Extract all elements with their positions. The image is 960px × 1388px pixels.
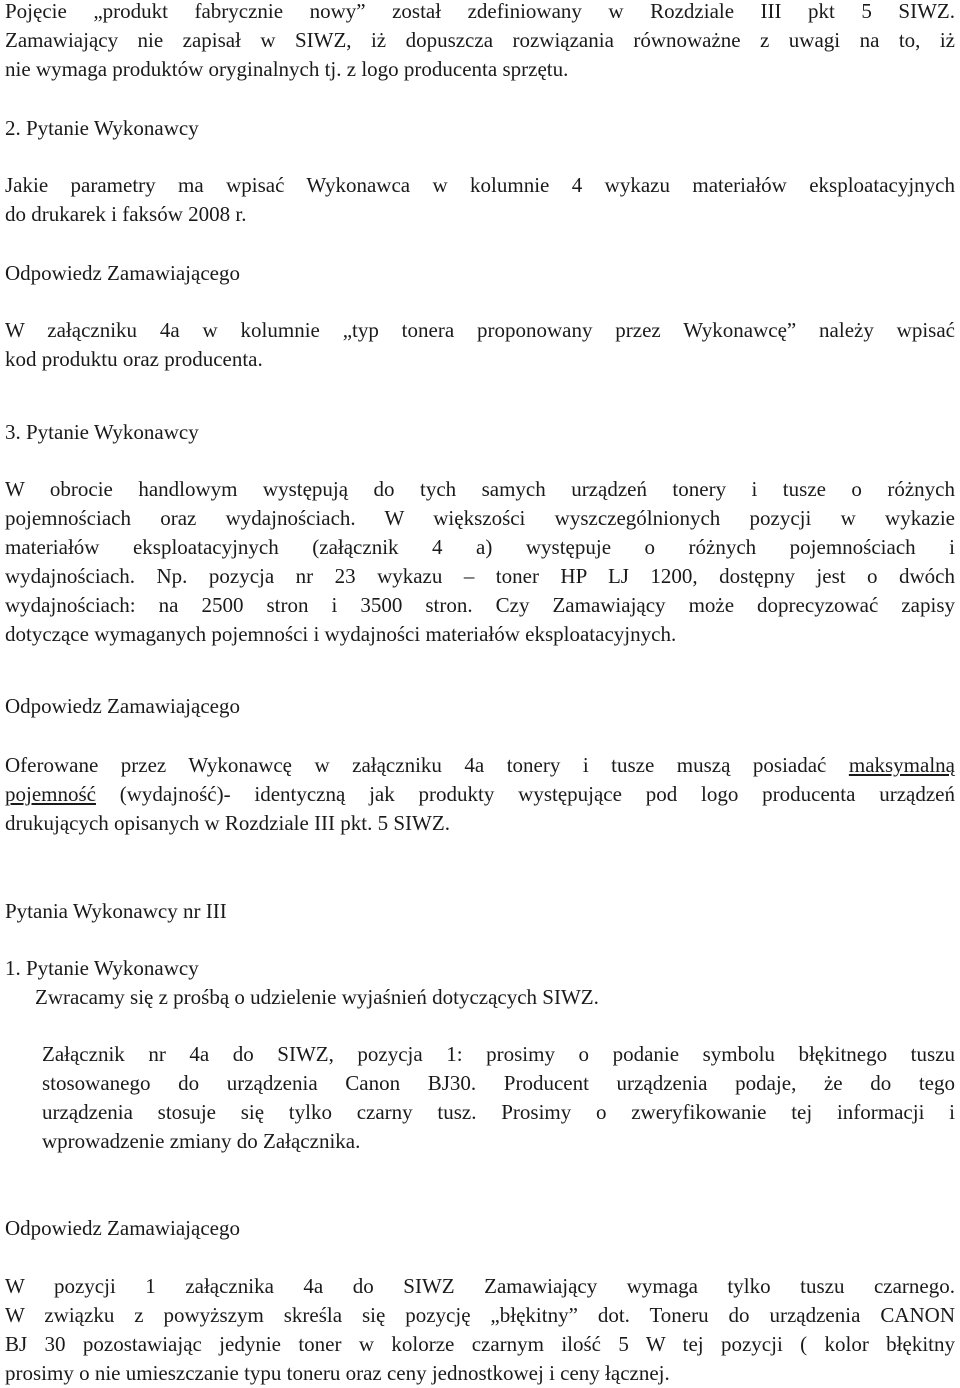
q2-answer-line: kod produktu oraz producenta. [5, 347, 263, 371]
q2-line: do drukarek i faksów 2008 r. [5, 202, 247, 226]
q3-line: wydajnościach. Np. pozycja nr 23 wykazu – toner HP LJ 1200, dostępny jest o dwóch [5, 564, 955, 588]
q3-line: pojemnościach oraz wydajnościach. W większości wyszczególnionych pozycji w wykazie [5, 506, 955, 530]
intro-paragraph [5, 0, 955, 84]
q3-line: wydajnościach: na 2500 stron i 3500 stron. Czy Zamawiający może doprecyzować zapisy [5, 593, 955, 617]
s3q1-line: wprowadzenie zmiany do Załącznika. [42, 1129, 361, 1153]
s3q1-title: 1. Pytanie Wykonawcy [5, 956, 199, 980]
s3q1-question [42, 1040, 955, 1156]
s3q1-answer-line: prosimy o nie umieszczanie typu toneru oraz ceny jednostkowej i ceny łącznej. [5, 1361, 670, 1385]
q2-line: Jakie parametry ma wpisać Wykonawca w kolumnie 4 wykazu materiałów eksploatacyjnych [5, 173, 955, 197]
q3-answer-title: Odpowiedz Zamawiającego [5, 694, 240, 718]
section3-title: Pytania Wykonawcy nr III [5, 899, 227, 923]
s3q1-answer [5, 1272, 955, 1388]
q2-answer [5, 316, 955, 374]
q3-line: materiałów eksploatacyjnych (załącznik 4 a) występuje o różnych pojemnościach i [5, 535, 955, 559]
s3q1-answer-line: W związku z powyższym skreśla się pozycję „błękitny” dot. Toneru do urządzenia CANON [5, 1303, 955, 1327]
underlined-term: maksymalną [848, 753, 955, 777]
underlined-term: pojemność [5, 782, 96, 806]
q3-answer-line: pojemność (wydajność)- identyczną jak produkty występujące pod logo producenta urządzeń [5, 782, 955, 806]
s3q1-intro: Zwracamy się z prośbą o udzielenie wyjaśnień dotyczących SIWZ. [35, 985, 599, 1009]
s3q1-answer-title: Odpowiedz Zamawiającego [5, 1216, 240, 1240]
q3-line: dotyczące wymaganych pojemności i wydajności materiałów eksploatacyjnych. [5, 622, 677, 646]
q3-question [5, 475, 955, 649]
q3-line: W obrocie handlowym występują do tych samych urządzeń tonery i tusze o różnych [5, 477, 955, 501]
q3-answer-line: drukujących opisanych w Rozdziale III pkt. 5 SIWZ. [5, 811, 450, 835]
q2-answer-line: W załączniku 4a w kolumnie „typ tonera proponowany przez Wykonawcę” należy wpisać [5, 318, 955, 342]
q2-answer-title: Odpowiedz Zamawiającego [5, 261, 240, 285]
q3-answer [5, 751, 955, 838]
q3-title: 3. Pytanie Wykonawcy [5, 420, 199, 444]
intro-line: Zamawiający nie zapisał w SIWZ, iż dopuszcza rozwiązania równoważne z uwagi na to, iż [5, 28, 955, 52]
s3q1-line: stosowanego do urządzenia Canon BJ30. Producent urządzenia podaje, że do tego [42, 1071, 955, 1095]
q2-title: 2. Pytanie Wykonawcy [5, 116, 199, 140]
q3-answer-line: Oferowane przez Wykonawcę w załączniku 4a tonery i tusze muszą posiadać maksymalną [5, 753, 955, 777]
intro-line: nie wymaga produktów oryginalnych tj. z logo producenta sprzętu. [5, 57, 569, 81]
intro-line: Pojęcie „produkt fabrycznie nowy” został zdefiniowany w Rozdziale III pkt 5 SIWZ. [5, 0, 955, 23]
q2-question [5, 171, 955, 229]
s3q1-answer-line: W pozycji 1 załącznika 4a do SIWZ Zamawiający wymaga tylko tuszu czarnego. [5, 1274, 955, 1298]
s3q1-line: urządzenia stosuje się tylko czarny tusz. Prosimy o zweryfikowanie tej informacji i [42, 1100, 955, 1124]
s3q1-line: Załącznik nr 4a do SIWZ, pozycja 1: prosimy o podanie symbolu błękitnego tuszu [42, 1042, 955, 1066]
s3q1-answer-line: BJ 30 pozostawiając jedynie toner w kolorze czarnym ilość 5 W tej pozycji ( kolor błękitny [5, 1332, 955, 1356]
